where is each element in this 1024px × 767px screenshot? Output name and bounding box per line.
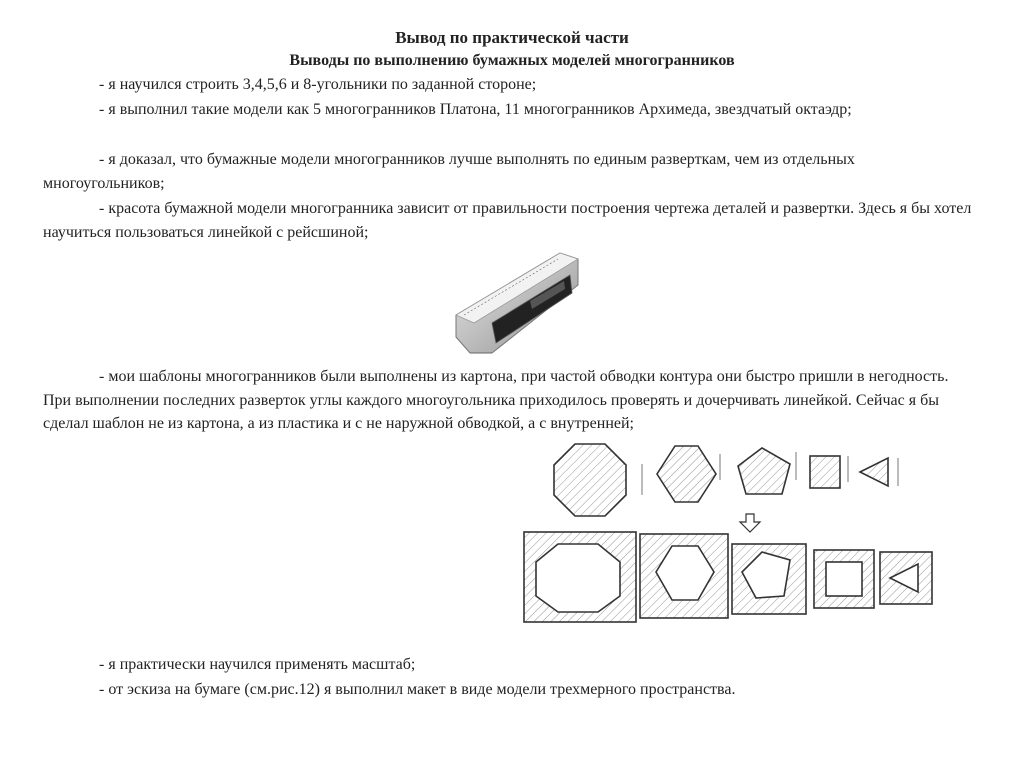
down-arrow-icon	[740, 514, 760, 532]
paragraph-5: - мои шаблоны многогранников были выполнены из картона, при частой обводки контура они быстро пришли в негодность. При выполнении последних разверток углы каждого многоугольника приходилось проверять и дочерчивать линейкой. Сейчас я бы сделал шаблон не из картона, а из пластика и с не наружной обводкой, а с внутренней;	[43, 368, 949, 432]
hexagon-template	[640, 534, 728, 618]
triangle-shape	[860, 458, 898, 486]
page-subtitle: Выводы по выполнению бумажных моделей многогранников	[289, 52, 735, 69]
paragraph-6: - я практически научился применять масштаб;	[99, 656, 416, 673]
triangle-template	[880, 552, 932, 604]
octagon-template	[524, 532, 636, 622]
octagon-shape	[554, 444, 642, 516]
paragraph-3: - я доказал, что бумажные модели многогранников лучше выполнять по единым разверткам, чем из отдельных многоугольников;	[43, 151, 855, 192]
ruler-illustration	[452, 245, 582, 360]
paragraph-2: - я выполнил такие модели как 5 многогранников Платона, 11 многогранников Архимеда, звездчатый октаэдр;	[99, 101, 852, 118]
hexagon-shape	[657, 446, 720, 502]
page-title: Вывод по практической части	[395, 28, 629, 47]
square-shape	[810, 456, 848, 488]
pentagon-shape	[738, 448, 796, 494]
square-template	[814, 550, 874, 608]
paragraph-7: - от эскиза на бумаге (см.рис.12) я выполнил макет в виде модели трехмерного пространства.	[99, 681, 736, 698]
pentagon-template	[732, 544, 806, 614]
polygon-templates-diagram	[520, 440, 940, 630]
paragraph-4: - красота бумажной модели многогранника зависит от правильности построения чертежа деталей и развертки. Здесь я бы хотел научиться пользоваться линейкой с рейсшиной;	[43, 200, 972, 241]
paragraph-1: - я научился строить 3,4,5,6 и 8-угольники по заданной стороне;	[99, 76, 537, 93]
